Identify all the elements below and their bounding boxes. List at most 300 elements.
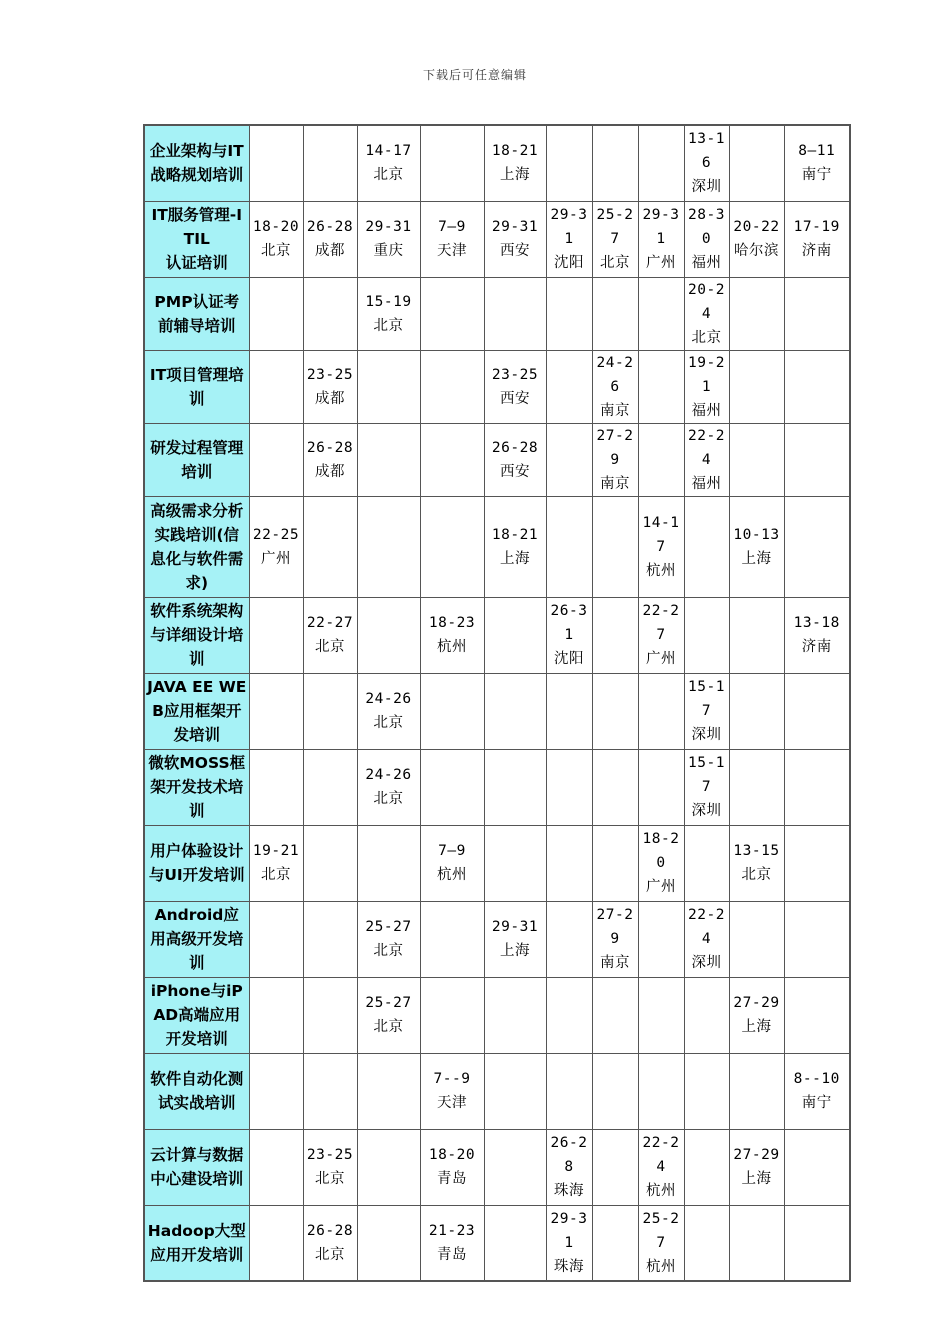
session-dates: 29-31 xyxy=(491,919,539,935)
session-city: 北京 xyxy=(373,943,404,959)
session-city: 北京 xyxy=(373,1019,404,1035)
session-city: 北京 xyxy=(741,867,772,883)
schedule-cell xyxy=(484,350,546,423)
schedule-cell xyxy=(484,977,546,1053)
schedule-cell xyxy=(592,749,638,825)
schedule-cell xyxy=(592,901,638,977)
schedule-cell xyxy=(684,977,729,1053)
table-row xyxy=(144,673,850,749)
course-name: 软件系统架构与详细设计培训 xyxy=(144,597,249,673)
schedule-cell xyxy=(684,496,729,597)
session-dates: 26-31 xyxy=(550,603,588,643)
schedule-cell xyxy=(684,125,729,201)
schedule-cell xyxy=(684,1205,729,1281)
session-city: 北京 xyxy=(373,715,404,731)
schedule-cell xyxy=(784,350,850,423)
schedule-cell xyxy=(484,749,546,825)
table-row xyxy=(144,201,850,277)
schedule-cell xyxy=(420,201,484,277)
table-row xyxy=(144,597,850,673)
session-city: 杭州 xyxy=(437,867,467,883)
schedule-cell xyxy=(684,1053,729,1129)
session-dates: 19-21 xyxy=(252,843,300,859)
schedule-cell xyxy=(592,277,638,350)
schedule-cell xyxy=(484,496,546,597)
session-dates: 29-31 xyxy=(491,219,539,235)
schedule-cell xyxy=(357,277,420,350)
schedule-cell xyxy=(303,1205,357,1281)
session-dates: 7—9 xyxy=(438,843,466,859)
session-dates: 29-31 xyxy=(365,219,412,235)
schedule-cell xyxy=(638,277,684,350)
table-row xyxy=(144,1053,850,1129)
schedule-cell xyxy=(249,901,303,977)
schedule-cell xyxy=(357,901,420,977)
session-dates: 17-19 xyxy=(793,219,840,235)
schedule-cell xyxy=(249,825,303,901)
schedule-cell xyxy=(484,1053,546,1129)
session-dates: 27-29 xyxy=(596,907,634,947)
session-city: 珠海 xyxy=(554,1183,584,1199)
session-city: 福州 xyxy=(691,255,722,271)
session-city: 上海 xyxy=(741,550,772,567)
session-city: 济南 xyxy=(801,639,832,655)
session-city: 北京 xyxy=(261,243,291,259)
session-city: 天津 xyxy=(437,243,467,259)
session-dates: 14-17 xyxy=(642,514,680,555)
session-city: 西安 xyxy=(500,390,530,407)
session-city: 沈阳 xyxy=(554,255,584,271)
schedule-cell xyxy=(303,825,357,901)
course-name: 软件自动化测试实战培训 xyxy=(144,1053,249,1129)
schedule-cell xyxy=(684,277,729,350)
schedule-cell xyxy=(303,1053,357,1129)
schedule-cell xyxy=(784,1053,850,1129)
schedule-cell xyxy=(484,1129,546,1205)
schedule-cell xyxy=(729,496,784,597)
schedule-cell xyxy=(684,597,729,673)
schedule-cell xyxy=(357,201,420,277)
session-dates: 20-24 xyxy=(688,281,725,322)
schedule-cell xyxy=(784,1129,850,1205)
page-header: 下载后可任意编辑 xyxy=(422,68,527,82)
table-row xyxy=(144,825,850,901)
session-city: 广州 xyxy=(261,550,291,567)
session-dates: 22-24 xyxy=(688,427,725,468)
session-dates: 23-25 xyxy=(306,366,354,383)
session-city: 青岛 xyxy=(437,1171,467,1187)
schedule-cell xyxy=(249,597,303,673)
session-dates: 29-31 xyxy=(550,1210,588,1251)
schedule-cell xyxy=(784,825,850,901)
session-city: 杭州 xyxy=(646,1183,676,1199)
schedule-cell xyxy=(357,749,420,825)
schedule-cell xyxy=(684,201,729,277)
schedule-cell xyxy=(784,749,850,825)
schedule-cell xyxy=(420,125,484,201)
session-dates: 26-28 xyxy=(550,1135,588,1175)
schedule-cell xyxy=(303,125,357,201)
course-name: IT项目管理培训 xyxy=(144,350,249,423)
schedule-cell xyxy=(303,673,357,749)
schedule-cell xyxy=(638,1129,684,1205)
session-city: 济南 xyxy=(801,243,832,259)
schedule-cell xyxy=(303,496,357,597)
schedule-cell xyxy=(592,496,638,597)
schedule-cell xyxy=(249,673,303,749)
session-dates: 8—11 xyxy=(798,143,836,160)
schedule-cell xyxy=(638,597,684,673)
session-city: 杭州 xyxy=(437,639,467,655)
session-dates: 13-15 xyxy=(733,843,780,859)
session-city: 沈阳 xyxy=(554,651,584,667)
session-dates: 19-21 xyxy=(688,354,725,395)
schedule-cell xyxy=(784,423,850,496)
schedule-cell xyxy=(420,901,484,977)
table-row xyxy=(144,277,850,350)
schedule-cell xyxy=(420,277,484,350)
schedule-cell xyxy=(303,901,357,977)
session-city: 南京 xyxy=(600,475,630,492)
session-dates: 22-24 xyxy=(642,1135,680,1175)
schedule-cell xyxy=(546,749,592,825)
course-name: PMP认证考前辅导培训 xyxy=(144,277,249,350)
schedule-cell xyxy=(592,1053,638,1129)
schedule-cell xyxy=(638,901,684,977)
schedule-cell xyxy=(249,749,303,825)
course-name: 高级需求分析实践培训(信息化与软件需求) xyxy=(144,496,249,597)
session-city: 西安 xyxy=(500,463,530,480)
schedule-cell xyxy=(592,1205,638,1281)
schedule-cell xyxy=(357,1205,420,1281)
course-name: 研发过程管理培训 xyxy=(144,423,249,496)
session-city: 青岛 xyxy=(437,1246,467,1263)
session-dates: 22-27 xyxy=(642,603,680,643)
schedule-cell xyxy=(638,201,684,277)
session-city: 南宁 xyxy=(801,167,832,184)
session-dates: 22-24 xyxy=(688,907,725,947)
schedule-cell xyxy=(638,350,684,423)
schedule-cell xyxy=(303,1129,357,1205)
schedule-cell xyxy=(546,1205,592,1281)
schedule-cell xyxy=(357,673,420,749)
session-dates: 26-28 xyxy=(306,1222,354,1239)
session-city: 广州 xyxy=(646,879,676,895)
session-city: 上海 xyxy=(741,1171,772,1187)
schedule-cell xyxy=(303,350,357,423)
schedule-cell xyxy=(592,825,638,901)
schedule-cell xyxy=(546,350,592,423)
session-dates: 18-20 xyxy=(642,831,680,871)
schedule-cell xyxy=(784,673,850,749)
session-dates: 13-16 xyxy=(688,131,725,172)
session-dates: 7--9 xyxy=(433,1071,471,1087)
session-city: 成都 xyxy=(315,463,345,480)
session-dates: 25-27 xyxy=(365,919,412,935)
schedule-cell xyxy=(303,201,357,277)
course-name: iPhone与iPAD高端应用开发培训 xyxy=(144,977,249,1053)
schedule-cell xyxy=(729,597,784,673)
schedule-cell xyxy=(484,1205,546,1281)
session-city: 深圳 xyxy=(691,179,722,196)
session-city: 北京 xyxy=(315,639,345,655)
session-city: 上海 xyxy=(500,943,530,959)
schedule-cell xyxy=(357,825,420,901)
schedule-cell xyxy=(784,125,850,201)
schedule-cell xyxy=(592,201,638,277)
schedule-cell xyxy=(684,749,729,825)
session-dates: 15-17 xyxy=(688,679,725,719)
session-dates: 7—9 xyxy=(438,219,466,235)
session-dates: 24-26 xyxy=(365,767,412,783)
schedule-cell xyxy=(249,277,303,350)
schedule-cell xyxy=(729,673,784,749)
schedule-cell xyxy=(546,673,592,749)
schedule-cell xyxy=(546,277,592,350)
schedule-cell xyxy=(638,423,684,496)
course-name: Hadoop大型应用开发培训 xyxy=(144,1205,249,1281)
session-dates: 27-29 xyxy=(733,995,780,1011)
schedule-cell xyxy=(357,125,420,201)
schedule-cell xyxy=(303,977,357,1053)
schedule-cell xyxy=(420,597,484,673)
course-name: JAVA EE WEB应用框架开发培训 xyxy=(144,673,249,749)
session-city: 哈尔滨 xyxy=(734,243,779,259)
session-city: 重庆 xyxy=(373,243,404,259)
schedule-cell xyxy=(484,597,546,673)
session-city: 杭州 xyxy=(646,1258,676,1275)
schedule-cell xyxy=(420,749,484,825)
schedule-cell xyxy=(592,673,638,749)
schedule-cell xyxy=(784,277,850,350)
schedule-cell xyxy=(684,825,729,901)
schedule-cell xyxy=(420,673,484,749)
session-city: 广州 xyxy=(646,651,676,667)
schedule-cell xyxy=(420,423,484,496)
session-city: 北京 xyxy=(373,791,404,807)
schedule-cell xyxy=(546,423,592,496)
schedule-cell xyxy=(484,825,546,901)
schedule-cell xyxy=(420,1205,484,1281)
schedule-cell xyxy=(357,350,420,423)
schedule-cell xyxy=(592,977,638,1053)
schedule-cell xyxy=(249,1129,303,1205)
session-dates: 18-20 xyxy=(252,219,300,235)
schedule-body xyxy=(144,125,850,1281)
schedule-cell xyxy=(784,201,850,277)
schedule-cell xyxy=(546,125,592,201)
schedule-cell xyxy=(729,749,784,825)
session-dates: 26-28 xyxy=(491,439,539,456)
schedule-cell xyxy=(420,977,484,1053)
session-city: 成都 xyxy=(315,390,345,407)
schedule-cell xyxy=(546,977,592,1053)
schedule-cell xyxy=(638,825,684,901)
schedule-cell xyxy=(303,597,357,673)
schedule-cell xyxy=(729,977,784,1053)
training-schedule-table xyxy=(143,124,851,1282)
schedule-cell xyxy=(638,125,684,201)
schedule-cell xyxy=(484,673,546,749)
schedule-cell xyxy=(784,597,850,673)
schedule-cell xyxy=(357,423,420,496)
session-dates: 26-28 xyxy=(306,219,354,235)
session-dates: 29-31 xyxy=(642,207,680,247)
session-dates: 20-22 xyxy=(733,219,780,235)
session-city: 深圳 xyxy=(691,803,722,819)
session-city: 北京 xyxy=(261,867,291,883)
session-dates: 15-17 xyxy=(688,755,725,795)
schedule-cell xyxy=(357,1053,420,1129)
schedule-cell xyxy=(357,496,420,597)
course-name: 微软MOSS框架开发技术培训 xyxy=(144,749,249,825)
session-dates: 24-26 xyxy=(365,691,412,707)
schedule-cell xyxy=(249,1205,303,1281)
session-city: 北京 xyxy=(691,329,722,346)
session-dates: 8--10 xyxy=(793,1071,840,1087)
session-dates: 27-29 xyxy=(733,1147,780,1163)
schedule-cell xyxy=(249,201,303,277)
schedule-cell xyxy=(638,673,684,749)
table-row xyxy=(144,350,850,423)
schedule-cell xyxy=(249,350,303,423)
session-dates: 15-19 xyxy=(365,293,412,310)
session-dates: 13-18 xyxy=(793,615,840,631)
schedule-cell xyxy=(684,350,729,423)
schedule-cell xyxy=(729,1205,784,1281)
session-city: 天津 xyxy=(437,1095,467,1111)
session-city: 上海 xyxy=(741,1019,772,1035)
session-city: 北京 xyxy=(315,1246,345,1263)
schedule-cell xyxy=(484,423,546,496)
schedule-cell xyxy=(729,1129,784,1205)
session-city: 深圳 xyxy=(691,955,722,971)
schedule-cell xyxy=(484,201,546,277)
session-city: 南宁 xyxy=(801,1095,832,1111)
session-dates: 23-25 xyxy=(491,366,539,383)
schedule-cell xyxy=(546,201,592,277)
schedule-cell xyxy=(303,423,357,496)
table-row xyxy=(144,496,850,597)
schedule-cell xyxy=(420,1053,484,1129)
schedule-cell xyxy=(592,597,638,673)
schedule-cell xyxy=(592,1129,638,1205)
schedule-cell xyxy=(546,597,592,673)
schedule-cell xyxy=(484,277,546,350)
schedule-cell xyxy=(357,977,420,1053)
schedule-cell xyxy=(638,977,684,1053)
schedule-cell xyxy=(784,1205,850,1281)
schedule-cell xyxy=(420,825,484,901)
schedule-cell xyxy=(729,201,784,277)
session-dates: 21-23 xyxy=(428,1222,476,1239)
session-city: 上海 xyxy=(500,550,530,567)
schedule-cell xyxy=(249,496,303,597)
session-city: 南京 xyxy=(600,955,630,971)
schedule-cell xyxy=(638,1053,684,1129)
schedule-cell xyxy=(684,901,729,977)
schedule-cell xyxy=(592,350,638,423)
schedule-cell xyxy=(546,901,592,977)
table-row xyxy=(144,125,850,201)
session-dates: 25-27 xyxy=(365,995,412,1011)
schedule-cell xyxy=(420,1129,484,1205)
schedule-cell xyxy=(729,1053,784,1129)
schedule-cell xyxy=(484,901,546,977)
session-dates: 27-29 xyxy=(596,427,634,468)
table-row xyxy=(144,1205,850,1281)
session-dates: 18-21 xyxy=(491,526,539,543)
schedule-cell xyxy=(303,277,357,350)
session-dates: 22-25 xyxy=(252,526,300,543)
course-name: 用户体验设计与UI开发培训 xyxy=(144,825,249,901)
session-dates: 18-20 xyxy=(428,1147,476,1163)
session-dates: 22-27 xyxy=(306,615,354,631)
course-name: Android应用高级开发培训 xyxy=(144,901,249,977)
schedule-cell xyxy=(729,901,784,977)
course-name: IT服务管理-ITIL 认证培训 xyxy=(144,201,249,277)
schedule-cell xyxy=(357,597,420,673)
session-city: 杭州 xyxy=(646,562,676,579)
schedule-cell xyxy=(249,423,303,496)
session-city: 上海 xyxy=(500,167,530,184)
session-city: 北京 xyxy=(600,255,630,271)
session-city: 成都 xyxy=(315,243,345,259)
session-dates: 18-23 xyxy=(428,615,476,631)
schedule-cell xyxy=(684,673,729,749)
schedule-cell xyxy=(546,1053,592,1129)
session-dates: 10-13 xyxy=(733,526,780,543)
table-row xyxy=(144,749,850,825)
table-row xyxy=(144,1129,850,1205)
schedule-cell xyxy=(249,125,303,201)
schedule-cell xyxy=(249,977,303,1053)
schedule-cell xyxy=(729,125,784,201)
session-dates: 26-28 xyxy=(306,439,354,456)
schedule-cell xyxy=(684,423,729,496)
schedule-cell xyxy=(484,125,546,201)
schedule-cell xyxy=(729,423,784,496)
session-dates: 29-31 xyxy=(550,207,588,247)
schedule-cell xyxy=(420,350,484,423)
session-city: 福州 xyxy=(691,402,722,419)
schedule-cell xyxy=(784,901,850,977)
session-dates: 25-27 xyxy=(642,1210,680,1251)
schedule-cell xyxy=(303,749,357,825)
table-row xyxy=(144,901,850,977)
session-dates: 24-26 xyxy=(596,354,634,395)
session-dates: 25-27 xyxy=(596,207,634,247)
course-name: 云计算与数据中心建设培训 xyxy=(144,1129,249,1205)
schedule-cell xyxy=(546,825,592,901)
session-dates: 18-21 xyxy=(491,143,539,160)
session-city: 珠海 xyxy=(554,1258,584,1275)
session-dates: 23-25 xyxy=(306,1147,354,1163)
schedule-cell xyxy=(249,1053,303,1129)
schedule-cell xyxy=(638,496,684,597)
schedule-cell xyxy=(729,825,784,901)
schedule-cell xyxy=(784,496,850,597)
session-city: 北京 xyxy=(373,167,404,184)
schedule-cell xyxy=(546,496,592,597)
session-city: 广州 xyxy=(646,255,676,271)
table-row xyxy=(144,977,850,1053)
schedule-cell xyxy=(684,1129,729,1205)
schedule-cell xyxy=(420,496,484,597)
schedule-cell xyxy=(357,1129,420,1205)
schedule-cell xyxy=(638,1205,684,1281)
schedule-cell xyxy=(638,749,684,825)
